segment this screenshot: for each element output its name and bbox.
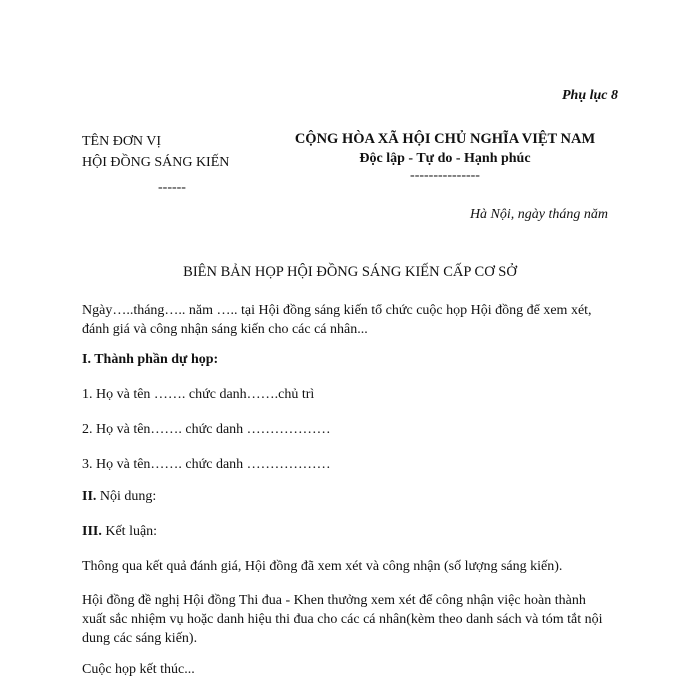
section-1-title: Thành phần dự họp: (94, 352, 219, 367)
section-3-number: III. (82, 524, 102, 539)
place-date: Hà Nội, ngày tháng năm (469, 207, 608, 222)
section-2-number: II. (82, 489, 97, 504)
section-2-title: Nội dung: (99, 489, 157, 504)
conclusion-paragraph: Thông qua kết quả đánh giá, Hội đồng đã xem xét và công nhận (số lượng sáng kiến). (82, 559, 563, 574)
member-line-3: 3. Họ và tên……. chức danh ……………… (82, 457, 331, 472)
section-1-number: I. (82, 352, 91, 367)
unit-header (82, 131, 229, 173)
national-header (290, 129, 600, 183)
member-line-2: 2. Họ và tên……. chức danh ……………… (82, 422, 331, 437)
nation-name: CỘNG HÒA XÃ HỘI CHỦ NGHĨA VIỆT NAM (294, 131, 596, 147)
section-3-title: Kết luận: (105, 524, 158, 539)
member-line-1: 1. Họ và tên ……. chức danh…….chủ trì (82, 387, 315, 402)
motto-separator: --------------- (410, 168, 480, 183)
document-title: BIÊN BẢN HỌP HỘI ĐỒNG SÁNG KIẾN CẤP CƠ SỞ (183, 264, 517, 280)
intro-paragraph: Ngày…..tháng….. năm ….. tại Hội đồng sáng kiến tổ chức cuộc họp Hội đồng để xem xét, đánh giá và công nhận sáng kiến cho các cá nhân... (82, 303, 592, 337)
section-3-heading (82, 524, 157, 540)
section-1-heading (82, 352, 218, 368)
council-name: HỘI ĐỒNG SÁNG KIẾN (82, 155, 230, 170)
unit-name: TÊN ĐƠN VỊ (82, 134, 162, 149)
national-motto: Độc lập - Tự do - Hạnh phúc (359, 151, 531, 166)
closing-line: Cuộc họp kết thúc... (82, 662, 195, 677)
section-2-heading (82, 489, 156, 505)
appendix-label: Phụ lục 8 (561, 88, 618, 103)
proposal-paragraph: Hội đồng đề nghị Hội đồng Thi đua - Khen thưởng xem xét để công nhận việc hoàn thành xuất sắc nhiệm vụ hoặc danh hiệu thi đua cho các cá nhân(kèm theo danh sách và tóm tắt nội dung các sáng kiến). (82, 593, 603, 646)
unit-separator: ------ (158, 180, 186, 195)
